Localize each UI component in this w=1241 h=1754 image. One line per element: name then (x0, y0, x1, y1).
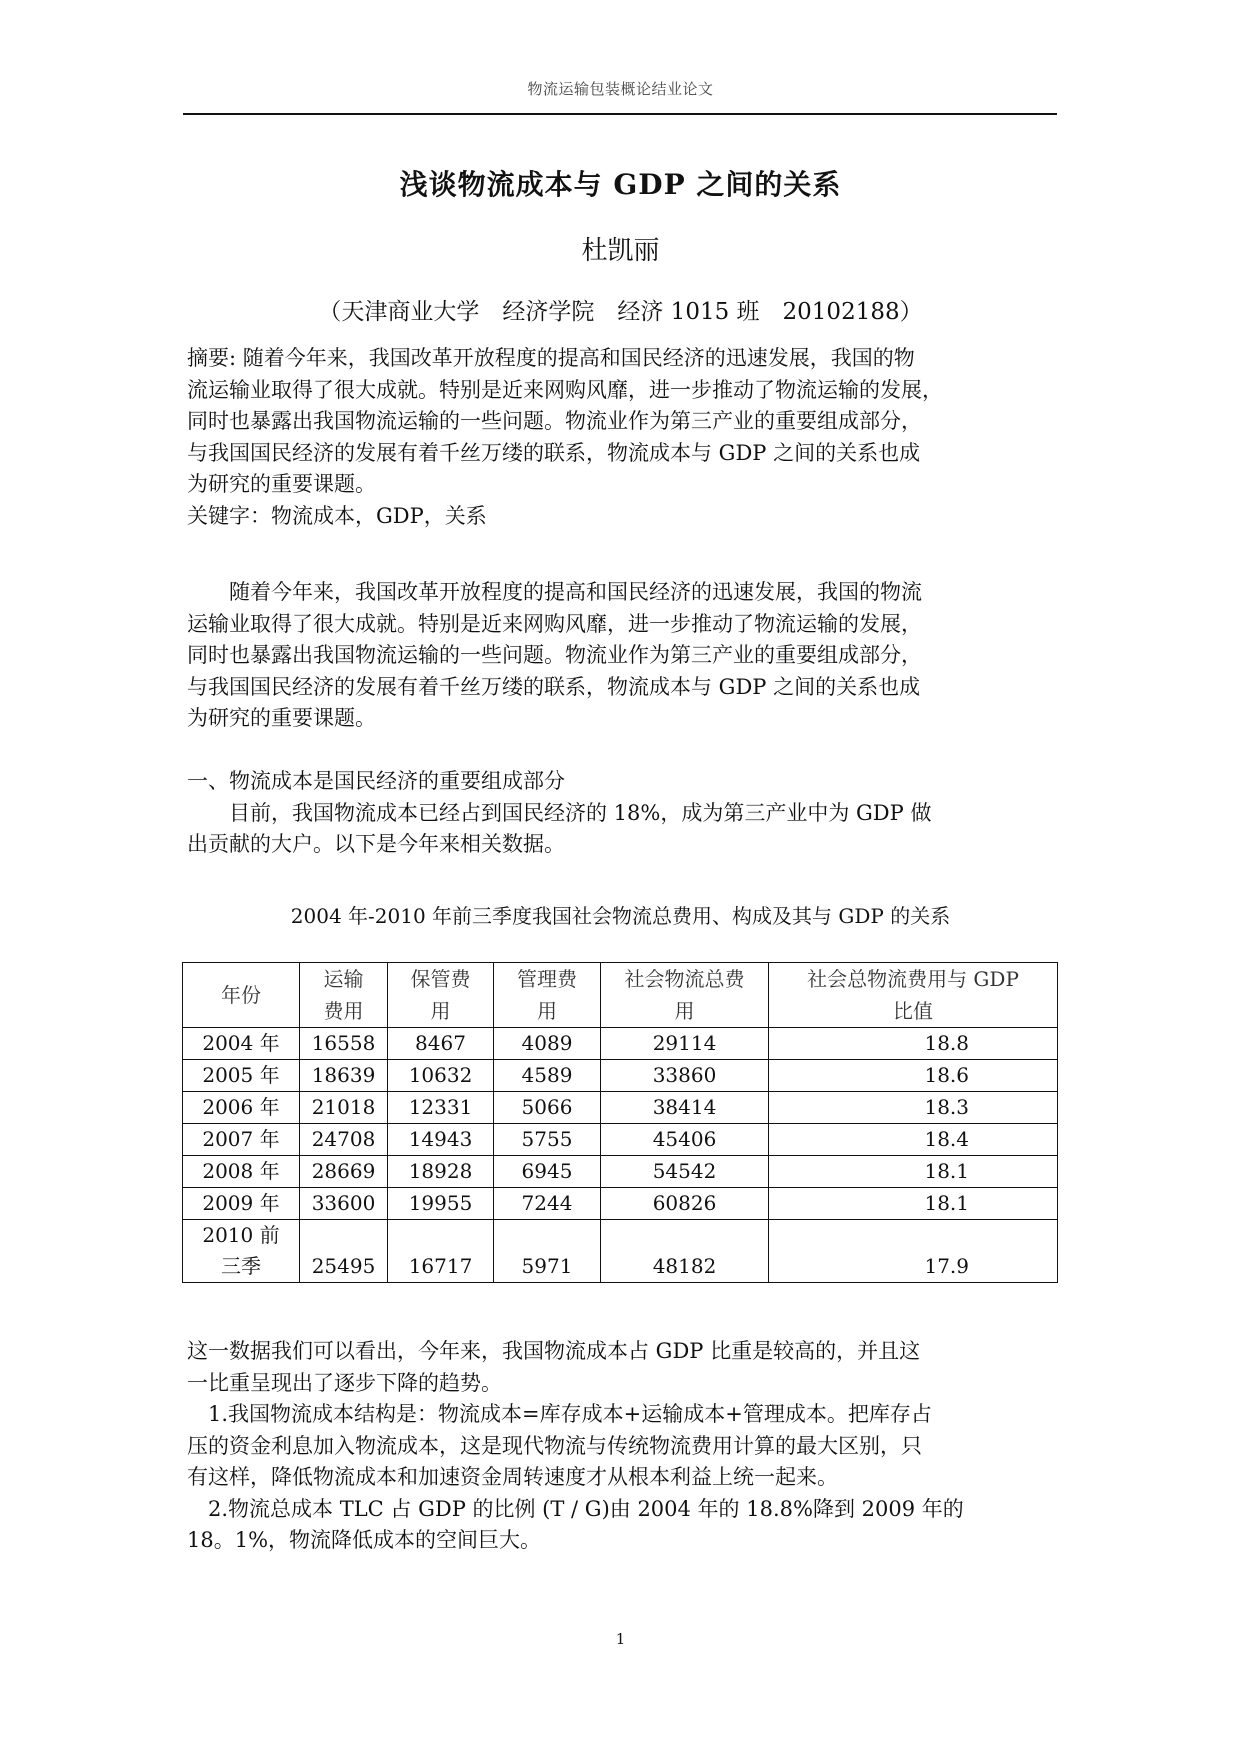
section-1 (187, 766, 1057, 861)
table-row (183, 1220, 1058, 1283)
cell-ratio: 18.4 (769, 1124, 1058, 1156)
cell-management: 6945 (494, 1156, 601, 1188)
cell-storage: 18928 (388, 1156, 494, 1188)
cell-total: 38414 (601, 1092, 769, 1124)
header-management: 管理费 用 (494, 963, 601, 1028)
logistics-cost-table (182, 962, 1058, 1283)
cell-storage: 14943 (388, 1124, 494, 1156)
intro-line: 运输业取得了很大成就。特别是近来网购风靡，进一步推动了物流运输的发展， (187, 611, 922, 636)
header-ratio: 社会总物流费用与 GDP 比值 (769, 963, 1058, 1028)
cell-year: 2004 年 (183, 1028, 300, 1060)
cell-management: 5066 (494, 1092, 601, 1124)
cell-total: 54542 (601, 1156, 769, 1188)
page-number: 1 (615, 1630, 626, 1648)
cell-storage: 10632 (388, 1060, 494, 1092)
running-header: 物流运输包装概论结业论文 (527, 80, 714, 98)
cell-year: 2005 年 (183, 1060, 300, 1092)
cell-management: 5755 (494, 1124, 601, 1156)
cell-management: 4589 (494, 1060, 601, 1092)
cell-ratio: 18.8 (769, 1028, 1058, 1060)
cell-transport: 18639 (300, 1060, 388, 1092)
point-1-line: 压的资金利息加入物流成本，这是现代物流与传统物流费用计算的最大区别，只 (187, 1433, 922, 1458)
abstract-line: 与我国国民经济的发展有着千丝万缕的联系，物流成本与 GDP 之间的关系也成 (187, 440, 921, 465)
table-row (183, 1124, 1058, 1156)
affiliation: （天津商业大学 经济学院 经济 1015 班 20102188） (318, 299, 923, 325)
cell-total: 29114 (601, 1028, 769, 1060)
point-2-line: 2.物流总成本 TLC 占 GDP 的比例 (T / G)由 2004 年的 18.8%降到 2009 年的 (208, 1496, 964, 1521)
cell-ratio: 18.3 (769, 1092, 1058, 1124)
header-total: 社会物流总费 用 (601, 963, 769, 1028)
table-row (183, 1028, 1058, 1060)
section-heading: 一、物流成本是国民经济的重要组成部分 (187, 769, 565, 793)
cell-transport: 21018 (300, 1092, 388, 1124)
cell-year: 2010 前 三季 (183, 1220, 300, 1283)
cell-total: 60826 (601, 1188, 769, 1220)
cell-ratio: 18.6 (769, 1060, 1058, 1092)
cell-transport: 24708 (300, 1124, 388, 1156)
cell-ratio: 18.1 (769, 1188, 1058, 1220)
point-1-line: 1.我国物流成本结构是：物流成本=库存成本+运输成本+管理成本。把库存占 (208, 1402, 932, 1426)
header-rule (183, 113, 1057, 115)
cell-ratio: 17.9 (769, 1220, 1058, 1283)
header-storage: 保管费 用 (388, 963, 494, 1028)
cell-total: 33860 (601, 1060, 769, 1092)
intro-line: 为研究的重要课题。 (187, 706, 376, 730)
point-2-line: 18。1%，物流降低成本的空间巨大。 (187, 1528, 542, 1552)
abstract-line: 流运输业取得了很大成就。特别是近来网购风靡，进一步推动了物流运输的发展， (187, 377, 943, 402)
cell-management: 4089 (494, 1028, 601, 1060)
section-line: 出贡献的大户。以下是今年来相关数据。 (187, 832, 565, 856)
cell-year: 2009 年 (183, 1188, 300, 1220)
header-transport: 运输 费用 (300, 963, 388, 1028)
intro-paragraph (187, 577, 1057, 735)
cell-management: 7244 (494, 1188, 601, 1220)
table-row (183, 1188, 1058, 1220)
table-row (183, 1060, 1058, 1092)
abstract-line: 摘要: 随着今年来，我国改革开放程度的提高和国民经济的迅速发展，我国的物 (187, 346, 915, 370)
paper-title: 浅谈物流成本与 GDP 之间的关系 (399, 168, 842, 201)
abstract-line: 为研究的重要课题。 (187, 472, 376, 496)
cell-storage: 8467 (388, 1028, 494, 1060)
cell-transport: 28669 (300, 1156, 388, 1188)
cell-year: 2006 年 (183, 1092, 300, 1124)
table-row (183, 1156, 1058, 1188)
analysis-line: 这一数据我们可以看出，今年来，我国物流成本占 GDP 比重是较高的，并且这 (187, 1339, 921, 1363)
cell-total: 45406 (601, 1124, 769, 1156)
cell-year: 2007 年 (183, 1124, 300, 1156)
intro-line: 同时也暴露出我国物流运输的一些问题。物流业作为第三产业的重要组成部分， (187, 643, 922, 667)
table-header-row (183, 963, 1058, 1028)
intro-line: 与我国国民经济的发展有着千丝万缕的联系，物流成本与 GDP 之间的关系也成 (187, 674, 921, 699)
table-row (183, 1092, 1058, 1124)
analysis-section (187, 1336, 1057, 1557)
cell-year: 2008 年 (183, 1156, 300, 1188)
author-name: 杜凯丽 (581, 236, 660, 266)
cell-storage: 12331 (388, 1092, 494, 1124)
cell-management: 5971 (494, 1220, 601, 1283)
cell-transport: 16558 (300, 1028, 388, 1060)
section-line: 目前，我国物流成本已经占到国民经济的 18%，成为第三产业中为 GDP 做 (229, 800, 932, 825)
cell-transport: 25495 (300, 1220, 388, 1283)
cell-transport: 33600 (300, 1188, 388, 1220)
table-caption: 2004 年-2010 年前三季度我国社会物流总费用、构成及其与 GDP 的关系 (290, 904, 951, 928)
keywords: 关键字：物流成本，GDP，关系 (187, 503, 487, 528)
header-year: 年份 (183, 963, 300, 1028)
intro-line: 随着今年来，我国改革开放程度的提高和国民经济的迅速发展，我国的物流 (229, 580, 922, 604)
cell-total: 48182 (601, 1220, 769, 1283)
abstract-section (187, 343, 1057, 532)
point-1-line: 有这样，降低物流成本和加速资金周转速度才从根本利益上统一起来。 (187, 1465, 838, 1489)
analysis-line: 一比重呈现出了逐步下降的趋势。 (187, 1370, 502, 1395)
cell-storage: 19955 (388, 1188, 494, 1220)
cell-storage: 16717 (388, 1220, 494, 1283)
cell-ratio: 18.1 (769, 1156, 1058, 1188)
abstract-line: 同时也暴露出我国物流运输的一些问题。物流业作为第三产业的重要组成部分， (187, 409, 922, 433)
